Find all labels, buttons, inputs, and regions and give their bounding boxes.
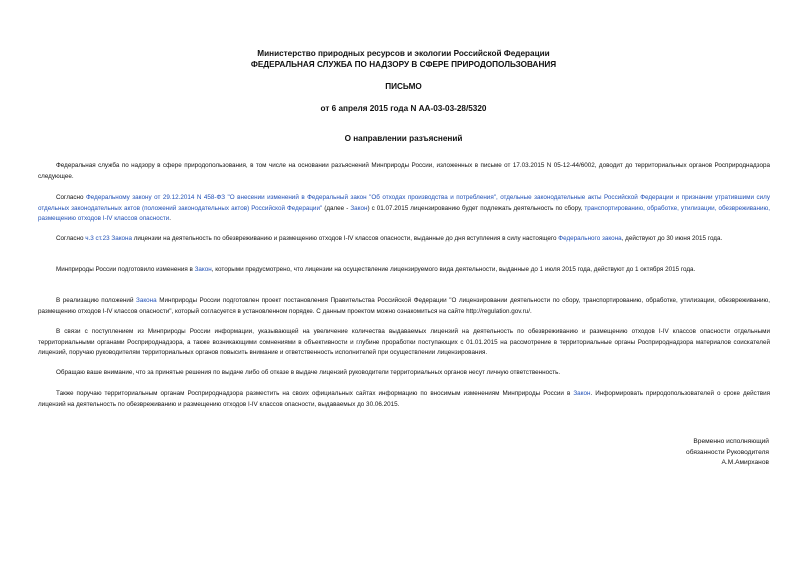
- paragraph-8-text-1: Также поручаю территориальным органам Росприроднадзора разместить на своих официальных сайтах информацию по вносимым изменениям Минприроды России в: [56, 390, 574, 397]
- federal-law-458-link[interactable]: Федеральному закону от 29.12.2014 N 458-ФЗ "О внесении изменений в Федеральный закон "Об отходах производства и потребления", отдельные законодательные акты Российской Федерации и признании утратившими силу отдельных законодательных актов (положений законодательных актов) Российской Федерации": [38, 194, 770, 212]
- paragraph-2-text-4: .: [169, 215, 172, 223]
- paragraph-7-text: Обращаю ваше внимание, что за принятые решения по выдаче либо об отказе в выдаче лицензий руководители территориальных органов несут личную ответственность.: [56, 369, 561, 376]
- document-date-number: от 6 апреля 2015 года N АА-03-03-28/5320: [320, 104, 487, 113]
- signature-position-2: обязанности Руководителя: [686, 448, 769, 456]
- paragraph-3-text-3: , действуют до 30 июня 2015 года.: [621, 235, 723, 242]
- paragraph-5-text-1: В реализацию положений: [56, 297, 137, 304]
- paragraph-8-text-2: . Информировать природопользователей о сроке действия лицензий на деятельность по обезвреживанию и размещению отходов I-IV классов опасности, выдаваемых до 30.06.2015.: [38, 390, 770, 408]
- signature-block: [686, 437, 769, 469]
- paragraph-4-text-2: , которыми предусмотрено, что лицензии на осуществление лицензируемого вида деятельности, выданные до 1 июля 2015 года, действуют до 1 октября 2015 года.: [211, 266, 696, 273]
- law-link-2[interactable]: Закон: [194, 266, 212, 273]
- paragraph-2-text-1: Согласно: [56, 194, 86, 201]
- paragraph-1-text: Федеральная служба по надзору в сфере природопользования, в том числе на основании разъяснений Минприроды России, изложенных в письме от 17.03.2015 N 05-12-44/6002, доводит до территориальных органов Росприроднадзора следующее.: [38, 162, 770, 180]
- paragraph-3-text-1: Согласно: [56, 235, 86, 242]
- paragraph-4-text-1: Минприроды России подготовило изменения в: [56, 266, 195, 273]
- activity-list-link[interactable]: транспортированию, обработке, утилизации, обезвреживанию, размещению отходов I-IV классов опасности: [38, 204, 771, 223]
- law-link-4[interactable]: Закон: [573, 390, 591, 397]
- paragraph-5: [38, 296, 770, 317]
- paragraph-7: [38, 368, 770, 379]
- law-link-3[interactable]: Закона: [136, 297, 157, 304]
- federal-law-link[interactable]: Федерального закона: [558, 235, 622, 242]
- paragraph-5-text-2: Минприроды России подготовлен проект постановления Правительства Российской Федерации "О лицензировании деятельности по сбору, транспортированию, обработке, утилизации, обезвреживанию, размещению отходов I-IV классов опасности", который согласуется в установленном порядке. С данным проектом можно ознакомиться на сайте http://regulation.gov.ru/.: [38, 297, 770, 315]
- law-link[interactable]: Закон: [350, 204, 368, 212]
- document-subject: О направлении разъяснений: [344, 134, 463, 143]
- service-title: ФЕДЕРАЛЬНАЯ СЛУЖБА ПО НАДЗОРУ В СФЕРЕ ПРИРОДОПОЛЬЗОВАНИЯ: [250, 60, 557, 69]
- paragraph-8: [38, 389, 770, 410]
- paragraph-4: [38, 265, 770, 276]
- signature-name: А.М.Амирханов: [721, 459, 769, 467]
- paragraph-6: [38, 327, 770, 359]
- ministry-title: Министерство природных ресурсов и экологии Российской Федерации: [257, 49, 550, 58]
- law-article-23-link[interactable]: ч.3 ст.23 Закона: [85, 235, 132, 242]
- paragraph-2-text-2: (далее -: [322, 204, 351, 212]
- signature-position-1: Временно исполняющий: [693, 438, 769, 445]
- paragraph-3-text-2: лицензии на деятельность по обезвреживанию и размещению отходов I-IV классов опасности, выданные до дня вступления в силу настоящего: [132, 235, 559, 242]
- paragraph-3: [38, 234, 770, 245]
- paragraph-6-text: В связи с поступлением из Минприроды России информации, указывающей на увеличение количества выдаваемых лицензий на деятельность по обезвреживанию и размещению отходов I-IV классов опасности отдельными территориальными органами Росприроднадзора, а также возникающими сомнениями в объективности и глубине проработки поступающих с 01.01.2015 на рассмотрение в территориальные органы Росприроднадзора материалов соискателей лицензий, поручаю руководителям территориальных органов повысить внимание и ответственность исполнителей при осуществлении лицензирования.: [38, 328, 770, 357]
- paragraph-2: [38, 193, 770, 225]
- document-type: ПИСЬМО: [385, 82, 422, 91]
- paragraph-2-text-3: ) с 01.07.2015 лицензированию будет подлежать деятельность по сбору,: [367, 204, 585, 212]
- paragraph-1: [38, 161, 770, 182]
